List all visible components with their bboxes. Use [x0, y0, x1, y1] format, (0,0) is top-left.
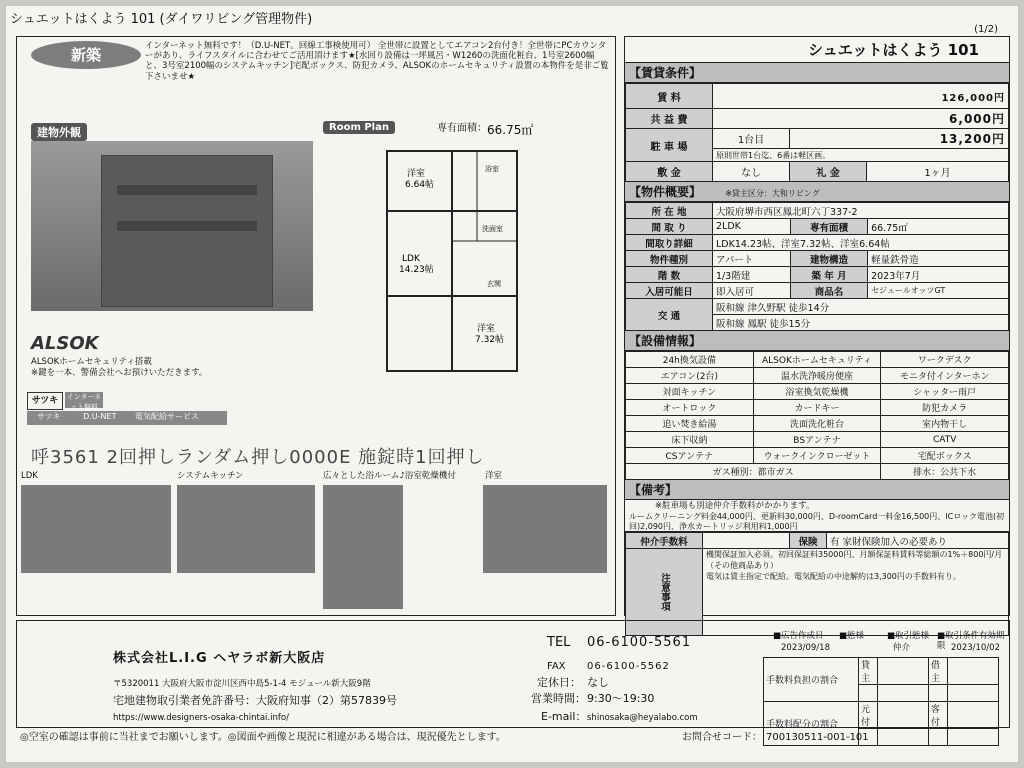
struct-value: 軽量鉄骨造 — [868, 251, 1009, 267]
parking-note: 原則世帯1台迄、6番は軽区画。 — [713, 149, 1009, 162]
sattsuki-bar — [27, 411, 227, 425]
photo-kitchen — [177, 485, 315, 573]
caution-label: 注意事項 — [626, 549, 703, 636]
equipment-item: モニタ付インターホン — [881, 368, 1009, 384]
fp-bath: 浴室 — [485, 165, 499, 173]
exterior-photo — [31, 141, 313, 311]
disclaimer: ◎空室の確認は事前に当社までお願いします。◎図面や画像と現況に相違がある場合は、現況優先とします。 — [20, 732, 506, 743]
remarks-note1: ※駐車場も別途仲介手数料がかかります。 — [655, 501, 815, 511]
header-title: シュエットはくよう 101 (ダイワリビング管理物件) — [10, 12, 313, 27]
equipment-row — [626, 432, 1009, 448]
fp-western2: 洋室 — [477, 324, 496, 334]
photo-caption-bath: 広々とした浴ルーム♪浴室乾燥機付 — [323, 471, 456, 481]
fp-western2-size: 7.32帖 — [475, 335, 505, 345]
equipment-item: BSアンテナ — [753, 432, 881, 448]
floor-value: 1/3階建 — [713, 267, 791, 283]
fp-ldk-size: 14.23帖 — [399, 265, 434, 275]
parking-label: 駐 車 場 — [626, 129, 713, 162]
flyer-sheet — [6, 6, 1018, 762]
equipment-item: 洗面洗化粧台 — [753, 416, 881, 432]
equipment-header: 【設備情報】 — [625, 331, 1009, 351]
key-value: 1ヶ月 — [867, 162, 1009, 182]
hours-label: 営業時間： — [531, 692, 586, 705]
equipment-row — [626, 368, 1009, 384]
fp-wash: 洗面室 — [482, 225, 503, 233]
floor-plan — [347, 141, 527, 381]
hours-value: 9:30～19:30 — [587, 692, 655, 705]
equipment-item: 温水洗浄暖房便座 — [753, 368, 881, 384]
fee-burden-label: 手数料負担の割合 — [764, 658, 859, 702]
area-value-2: 66.75㎡ — [868, 219, 1009, 235]
product-value: セジュールオッツGT — [868, 283, 1009, 299]
deposit-label: 敷 金 — [626, 162, 713, 182]
equipment-item: ウォークインクローゼット — [753, 448, 881, 464]
traffic-1: 阪和線 津久野駅 徒歩14分 — [713, 299, 1009, 315]
equipment-item: 24h換気設備 — [626, 352, 754, 368]
sattsuki-logo: サツキ — [27, 392, 63, 410]
exterior-badge: 建物外観 — [31, 123, 87, 141]
tel-label: TEL — [547, 635, 571, 650]
fax-value: 06-6100-5562 — [587, 661, 670, 672]
traffic-label: 交 通 — [626, 299, 713, 331]
caution-1: 機関保証加入必須。初回保証料35000円、月額保証料賃料等総額の1%＋800円/月（その他商品あり） — [706, 550, 1003, 571]
created-value: 2023/09/18 — [781, 643, 830, 653]
agency-fee-label: 仲介手数料 — [626, 533, 703, 549]
type-value: アパート — [713, 251, 791, 267]
borrower-label: 借主 — [929, 658, 948, 685]
struct-label: 建物構造 — [791, 251, 868, 267]
overview-table — [625, 202, 1009, 331]
fax-label: FAX — [547, 661, 566, 672]
room-plan-badge: Room Plan — [323, 121, 395, 134]
fp-ldk: LDK — [402, 254, 420, 264]
equipment-item: 追い焚き給湯 — [626, 416, 754, 432]
holiday-label: 定休日： — [537, 676, 581, 689]
property-name: シュエットはくよう 101 — [625, 37, 1009, 63]
rent-table — [625, 83, 1009, 182]
gas-type: ガス種別：都市ガス — [626, 464, 881, 480]
net-free-badge: インターネット無料 — [66, 393, 102, 411]
equipment-item: CSアンテナ — [626, 448, 754, 464]
alsok-logo: ALSOK — [31, 333, 99, 354]
parking-value: 13,200円 — [790, 129, 1009, 149]
equipment-item: 浴室換気乾燥機 — [753, 384, 881, 400]
left-panel — [16, 36, 616, 616]
updated-label: ■取引条件有効期限 — [937, 631, 1005, 652]
addr-value: 大阪府堺市西区鳳北町六丁337-2 — [713, 203, 1009, 219]
area-label: 専有面積： — [437, 123, 487, 134]
common-label: 共 益 費 — [626, 109, 713, 129]
company-name: 株式会社L.I.G ヘヤラボ新大阪店 — [113, 651, 326, 666]
traffic-2: 阪和線 鳳駅 徒歩15分 — [713, 315, 1009, 331]
key-label: 礼 金 — [790, 162, 867, 182]
remarks-header: 【備考】 — [625, 480, 1009, 500]
photo-ldk — [21, 485, 171, 573]
area-label-2: 専有面積 — [791, 219, 868, 235]
equipment-item: オートロック — [626, 400, 754, 416]
sattsuki-sub2: D.U-NET — [83, 412, 117, 421]
new-badge: 新築 — [31, 41, 141, 69]
fp-western1: 洋室 — [407, 169, 426, 179]
equipment-item: 床下収納 — [626, 432, 754, 448]
built-value: 2023年7月 — [868, 267, 1009, 283]
movein-label: 入居可能日 — [626, 283, 713, 299]
remarks-note2: ルームクリーニング料金44,000円、更新料30,000円、D-roomCard一料金16,500円、ICロック電池(初回)2,090円、浄水カートリッジ利用料1,000円 — [625, 512, 1009, 532]
tel-value[interactable]: 06-6100-5561 — [587, 635, 692, 650]
email-value[interactable]: shinosaka@heyalabo.com — [587, 713, 698, 723]
sattsuki-sub1: サツキ — [37, 412, 61, 421]
photo-bath — [323, 485, 403, 609]
alsok-line2: ※鍵を一本、警備会社へお預けいただきます。 — [31, 368, 208, 378]
photo-western — [483, 485, 607, 573]
company-license: 宅地建物取引業者免許番号：大阪府知事（2）第57839号 — [113, 694, 397, 707]
area-value: 66.75㎡ — [487, 123, 534, 137]
equipment-item: ALSOKホームセキュリティ — [753, 352, 881, 368]
company-url[interactable]: https://www.designers-osaka-chintai.info/ — [113, 713, 289, 723]
updated-value: 2023/10/02 — [951, 643, 1000, 653]
parking-count: 1台目 — [713, 129, 790, 149]
equipment-item: カードキー — [753, 400, 881, 416]
fee-split-label: 手数料配分の割合 — [764, 702, 859, 746]
overview-header-note: ※貸主区分：大和リビング — [725, 189, 820, 198]
equipment-row — [626, 416, 1009, 432]
common-value: 6,000円 — [713, 109, 1009, 129]
photo-caption-western: 洋室 — [485, 471, 503, 481]
layout-label: 間 取 り — [626, 219, 713, 235]
inquiry-label: お問合せコード： — [682, 732, 762, 743]
equipment-item: 宅配ボックス — [881, 448, 1009, 464]
insurance-label: 保険 — [790, 533, 827, 549]
client-label: 客付 — [929, 702, 948, 729]
drain-type: 排水：公共下水 — [881, 464, 1009, 480]
equipment-row — [626, 400, 1009, 416]
footer-panel — [16, 620, 1010, 728]
deal-value: 仲介 — [893, 643, 911, 653]
equipment-item: CATV — [881, 432, 1009, 448]
equipment-table — [625, 351, 1009, 480]
built-label: 築 年 月 — [791, 267, 868, 283]
overview-header — [625, 182, 1009, 202]
equipment-item: シャッター雨戸 — [881, 384, 1009, 400]
right-panel — [624, 36, 1010, 616]
equipment-item: エアコン(2台) — [626, 368, 754, 384]
expire-label: ■取引態様 — [887, 631, 930, 641]
lock-note: 呼3561 2回押しランダム押し0000E 施錠時1回押し — [31, 447, 485, 468]
movein-value: 即入居可 — [713, 283, 791, 299]
insurance-value: 有 家財保険加入の必要あり — [827, 533, 1009, 549]
equipment-item: 対面キッチン — [626, 384, 754, 400]
rent-value: 126,000円 — [713, 84, 1009, 109]
equipment-item: ワークデスク — [881, 352, 1009, 368]
sattsuki-sub3: 電気配給サービス — [135, 412, 199, 421]
fp-entrance: 玄関 — [487, 280, 501, 288]
rent-header: 【賃貸条件】 — [625, 63, 1009, 83]
product-label: 商品名 — [791, 283, 868, 299]
lender-label: 貸主 — [859, 658, 878, 685]
inquiry-code: 700130511-001-101 — [766, 732, 869, 743]
equipment-row — [626, 448, 1009, 464]
holiday-value: なし — [587, 676, 609, 689]
deposit-value: なし — [713, 162, 790, 182]
overview-header-text: 【物件概要】 — [629, 185, 702, 199]
email-label: E-mail： — [541, 710, 587, 723]
addr-label: 所 在 地 — [626, 203, 713, 219]
photo-caption-ldk: LDK — [21, 471, 38, 481]
company-address: 〒5320011 大阪府大阪市淀川区西中島5-1-4 モジュール新大阪9階 — [113, 679, 371, 689]
equipment-item: 室内物干し — [881, 416, 1009, 432]
origin-label: 元付 — [859, 702, 878, 729]
detail-value: LDK14.23帖、洋室7.32帖、洋室6.64帖 — [713, 235, 1009, 251]
page-number: (1/2) — [974, 24, 998, 35]
floor-label: 階 数 — [626, 267, 713, 283]
created-label: ■広告作成日 — [773, 631, 824, 641]
caution-2: 電気は賃主指定で配給。電気配給の中途解約は3,300円の手数料有り。 — [706, 572, 961, 582]
alsok-line1: ALSOKホームセキュリティ搭載 — [31, 357, 152, 367]
detail-label: 間取り詳細 — [626, 235, 713, 251]
photo-caption-kitchen: システムキッチン — [177, 471, 244, 481]
fp-western1-size: 6.64帖 — [405, 180, 435, 190]
deal-label: ■態様 — [839, 631, 865, 641]
equipment-row — [626, 352, 1009, 368]
equipment-item: 防犯カメラ — [881, 400, 1009, 416]
rent-label: 賃 料 — [626, 84, 713, 109]
notice-text: インターネット無料です！（D.U-NET。回線工事検使用可） 全世帯に設置としてエアコン2台付き！全世帯にPCカウンターがあり、ライフスタイルに合わせてご活用頂けます★[水回り設備は一坪風呂・W1260の洗面化粧台、1号室2600幅と、3号室2100幅のシステムキッチン]宅配ボックス、防犯カメラ、ALSOKのホームセキュリティ設置の本物件を是非ご覧下さいませ★ — [145, 41, 609, 82]
equipment-row — [626, 384, 1009, 400]
layout-value: 2LDK — [713, 219, 791, 235]
type-label: 物件種別 — [626, 251, 713, 267]
